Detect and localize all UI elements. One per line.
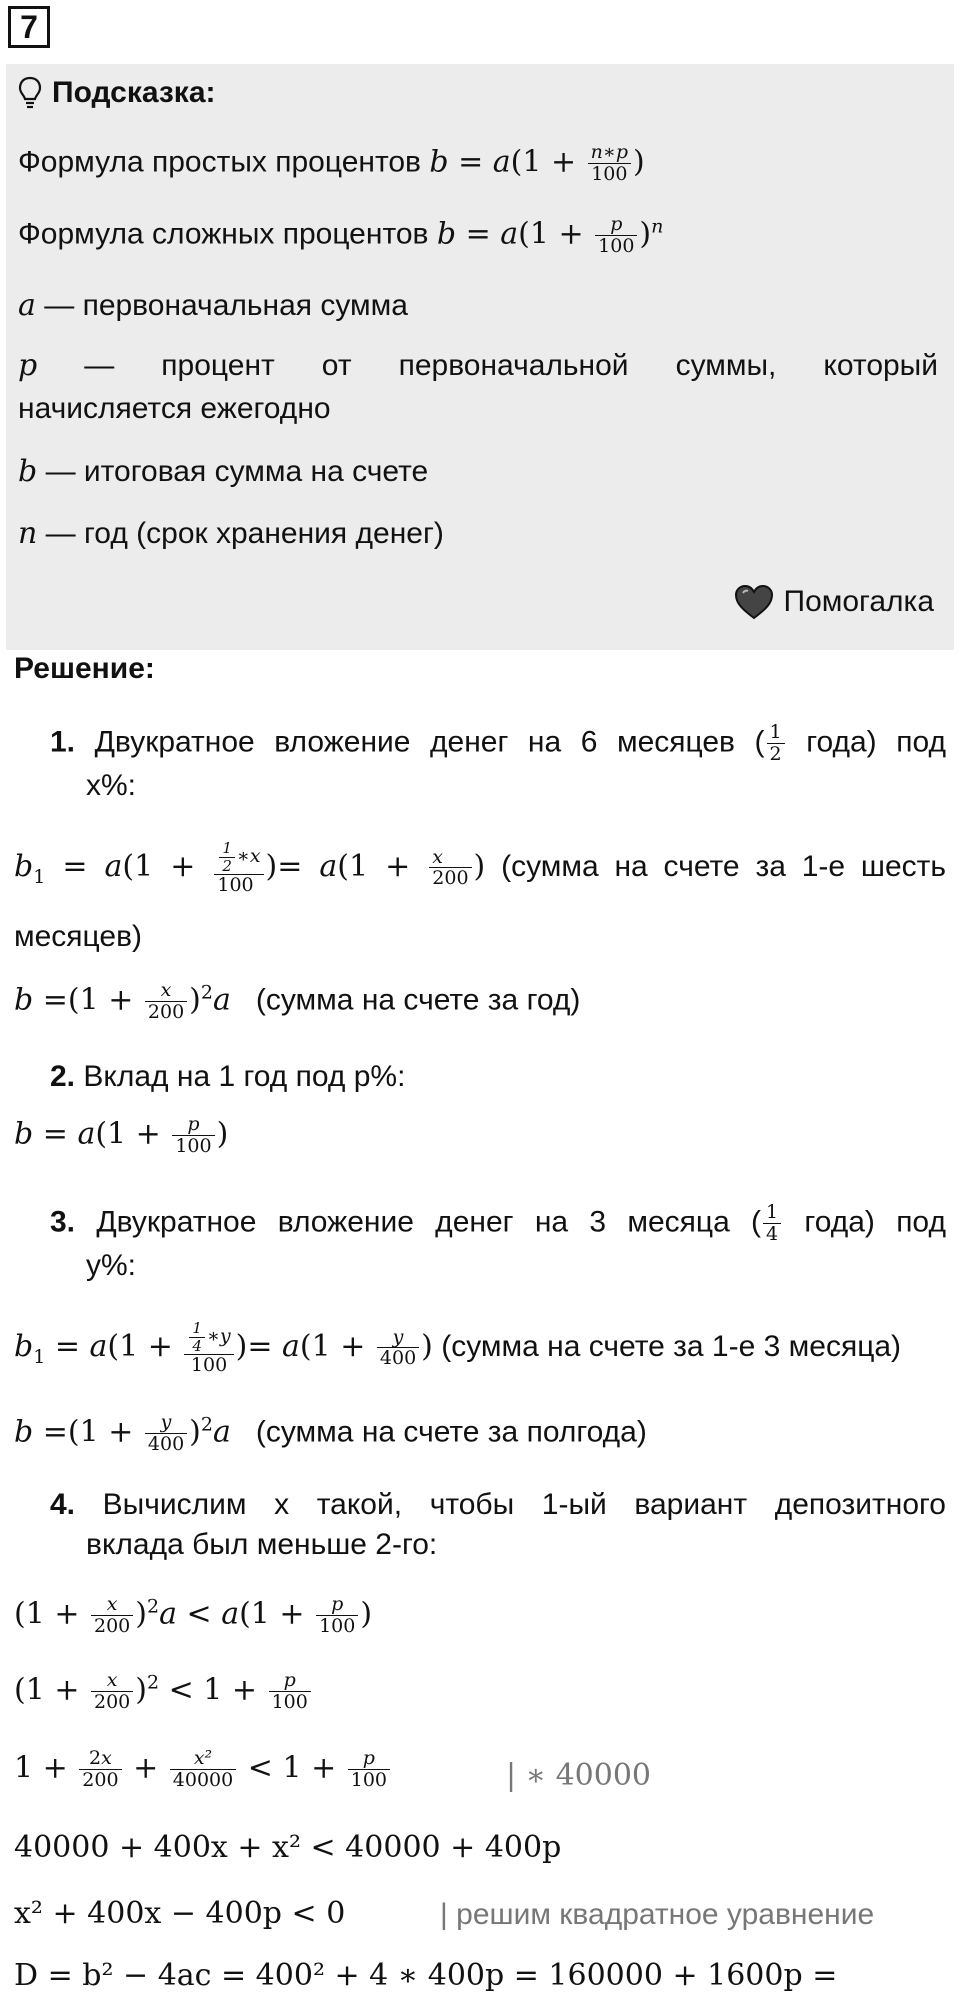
- step-2: [50, 1060, 405, 1094]
- eq-expanded: 40000 + 400x + x² < 40000 + 400p: [14, 1830, 562, 1865]
- b1-note-b: месяцев): [14, 920, 143, 953]
- n-desc: — год (срок хранения денег): [45, 517, 444, 550]
- b-half-note: (сумма на счете за полгода): [255, 1415, 647, 1449]
- inequality-1: (1 + $\frac{x}{200}$ )$^2$a < a(1 + $\frac{p}{100}$ ): [14, 1593, 373, 1637]
- step-1-text-b: года) под: [806, 725, 946, 759]
- step-4: [50, 1488, 946, 1562]
- eq-quadratic: x² + 400x − 400p < 0: [14, 1896, 346, 1931]
- step-1-text-c: x%:: [86, 768, 137, 802]
- b-year-note: (сумма на счете за год): [255, 983, 581, 1017]
- step-3-number: 3.: [50, 1205, 76, 1239]
- step-3: [50, 1202, 946, 1283]
- hint-title-text: Подсказка:: [52, 76, 216, 109]
- quad-note: | решим квадратное уравнение: [440, 1898, 875, 1931]
- step-2-text: Вклад на 1 год под p%:: [83, 1060, 406, 1093]
- step-3-text-a: Двукратное вложение денег на 3 месяца (: [96, 1205, 762, 1239]
- step-4-text-a: Вычислим x такой, чтобы 1-ый вариант депозитного: [102, 1488, 946, 1521]
- heart-icon: [734, 584, 774, 620]
- b1-note-a: (сумма на счете за 1-е шесть: [501, 849, 946, 883]
- mult-note: | ∗ 40000: [506, 1758, 652, 1793]
- task-number: 7: [8, 6, 50, 48]
- simple-formula: Формула простых процентов b = a(1 + $\frac{n∗p}{100}$ ): [18, 141, 645, 185]
- step-1-text-a: Двукратное вложение денег на 6 месяцев (: [94, 725, 765, 759]
- a-definition: a — первоначальная сумма: [18, 288, 408, 323]
- step-1: [50, 722, 946, 803]
- compound-formula-label: Формула сложных процентов: [18, 217, 429, 251]
- step-2-number: 2.: [50, 1060, 76, 1093]
- p-definition-2: начисляется ежегодно: [18, 392, 331, 425]
- b-year: b =(1 + $\frac{x}{200}$ )$^2$a (сумма на счете за год): [14, 979, 581, 1023]
- b1-three-months: $b_1 = a(1$ + $\frac{1}{4}$ ∗y 100 )= a(1 + $\frac{y}{400}$ ) (сумма на счете за 1-е 3 месяца): [14, 1319, 902, 1376]
- pomogalka-label: Помогалка: [783, 585, 934, 618]
- p-definition-1: p — процент от первоначальной суммы, который: [18, 348, 939, 383]
- step-3-text-c: y%:: [86, 1248, 137, 1282]
- simple-formula-label: Формула простых процентов: [18, 145, 421, 179]
- step-1-number: 1.: [50, 725, 76, 759]
- hint-title: [18, 76, 216, 110]
- b1-3m-note: (сумма на счете за 1-е 3 месяца): [441, 1329, 902, 1363]
- step-1-line-1: 1. Двукратное вложение денег на 6 месяцев ( $\frac{1}{2}$ года) под: [50, 721, 946, 765]
- solution-title: Решение:: [14, 652, 155, 685]
- inequality-2: (1 + $\frac{x}{200}$ )$^2$ < 1 + $\frac{p}{100}$: [14, 1670, 313, 1713]
- step-3-line-1: 3. Двукратное вложение денег на 3 месяца ( $\frac{1}{4}$ года) под: [50, 1201, 946, 1245]
- step-4-number: 4.: [50, 1488, 76, 1521]
- n-definition: n — год (срок хранения денег): [18, 516, 444, 551]
- step-3-text-b: года) под: [804, 1205, 946, 1239]
- step-4-text-b: вклада был меньше 2-го:: [86, 1528, 438, 1561]
- inequality-3: 1 + $\frac{2x}{200}$ + $\frac{\text{x²}}{40000}$ < 1 + $\frac{p}{100}$: [14, 1748, 392, 1791]
- a-desc: — первоначальная сумма: [44, 289, 408, 322]
- compound-formula: Формула сложных процентов b = a(1 + $\frac{p}{100}$ )$^n$: [18, 213, 664, 257]
- hint-box: [6, 64, 954, 650]
- lightbulb-icon: [18, 76, 42, 110]
- b-one-year-p: b = a(1 + $\frac{p}{100}$ ): [14, 1113, 229, 1157]
- pomogalka-link[interactable]: [734, 584, 935, 620]
- b-desc: — итоговая сумма на счете: [45, 455, 429, 488]
- b-definition: b — итоговая сумма на счете: [18, 454, 429, 489]
- b-half-year: b =(1 + $\frac{y}{400}$ )$^2$a (сумма на счете за полгода): [14, 1411, 647, 1455]
- step-4-line-1: [50, 1488, 946, 1522]
- b1-six-months: $b_1 = a(1$ + $\frac{1}{2}$ ∗x 100 )= a(1 + $\frac{x}{200}$ ) (сумма на счете за 1-е шесть: [14, 839, 946, 896]
- discriminant: D = b² − 4ac = 400² + 4 ∗ 400p = 160000 + 1600p =: [14, 1958, 838, 1993]
- p-desc-1: — процент от первоначальной суммы, который: [84, 349, 939, 382]
